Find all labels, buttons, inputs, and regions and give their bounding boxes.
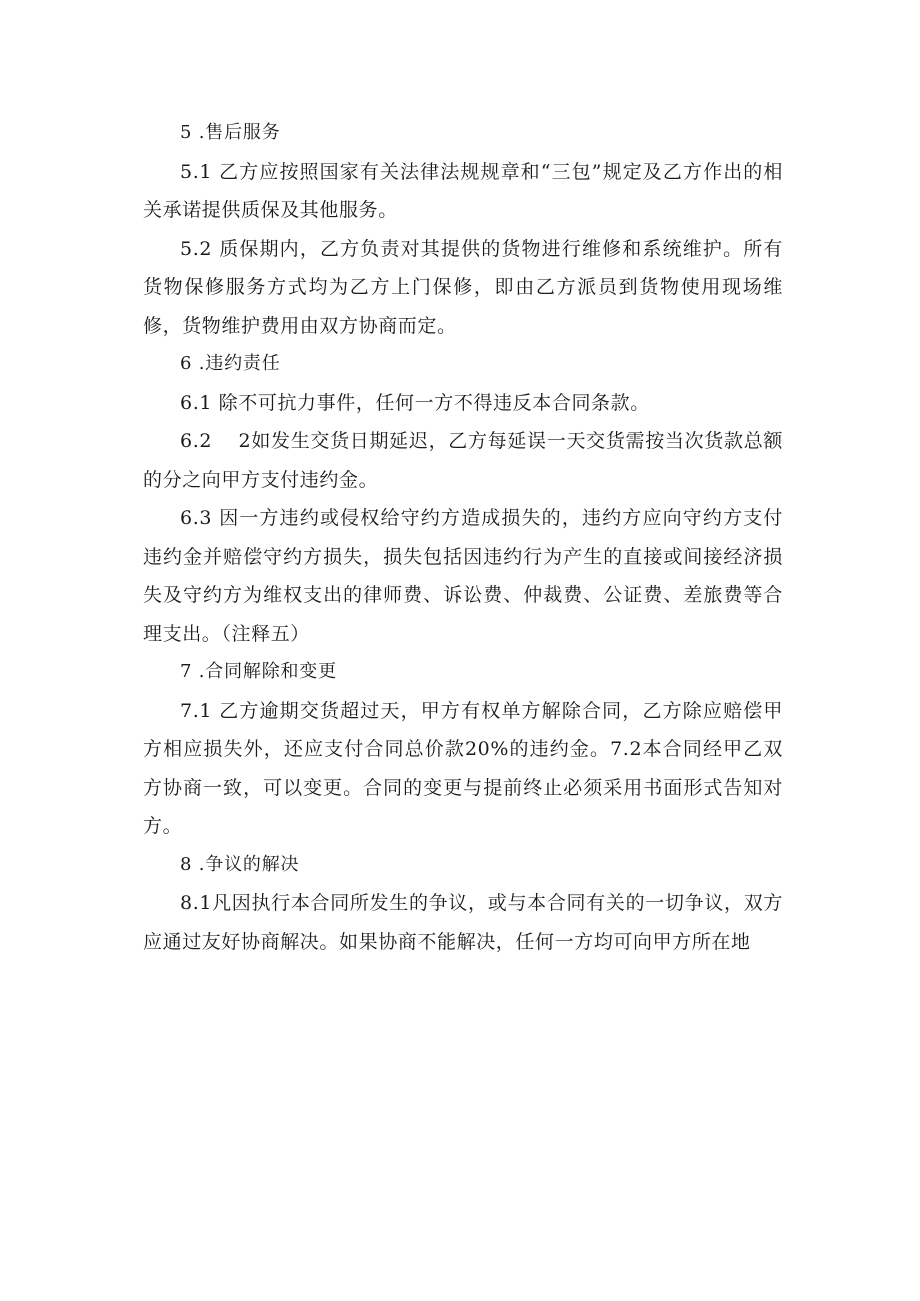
clause-6-2: 6.2 2如发生交货日期延迟，乙方每延误一天交货需按当次货款总额的分之向甲方支付违约金。 bbox=[143, 430, 783, 491]
clause-5-2: 5.2 质保期内，乙方负责对其提供的货物进行维修和系统维护。所有货物保修服务方式均为乙方上门保修，即由乙方派员到货物使用现场维修，货物维护费用由双方协商而定。 bbox=[143, 237, 783, 337]
document-body bbox=[143, 114, 783, 961]
clause-7-1-7-2: 7.1 乙方逾期交货超过天，甲方有权单方解除合同，乙方除应赔偿甲方相应损失外，还应支付合同总价款20%的违约金。7.2本合同经甲乙双方协商一致，可以变更。合同的变更与提前终止必须采用书面形式告知对方。 bbox=[143, 699, 783, 837]
section-6-heading: 6 .违约责任 bbox=[180, 353, 281, 374]
section-8-heading: 8 .争议的解决 bbox=[180, 853, 300, 875]
clause-6-1: 6.1 除不可抗力事件，任何一方不得违反本合同条款。 bbox=[180, 391, 650, 414]
clause-6-3: 6.3 因一方违约或侵权给守约方造成损失的，违约方应向守约方支付违约金并赔偿守约方损失，损失包括因违约行为产生的直接或间接经济损失及守约方为维权支出的律师费、诉讼费、仲裁费、公证费、差旅费等合理支出。（注释五） bbox=[143, 507, 783, 645]
clause-5-1: 5.1 乙方应按照国家有关法律法规规章和“三包”规定及乙方作出的相关承诺提供质保及其他服务。 bbox=[143, 160, 783, 221]
clause-8-1: 8.1凡因执行本合同所发生的争议，或与本合同有关的一切争议，双方应通过友好协商解决。如果协商不能解决，任何一方均可向甲方所在地 bbox=[143, 892, 783, 953]
section-7-heading: 7 .合同解除和变更 bbox=[180, 661, 337, 682]
section-5-heading: 5 .售后服务 bbox=[180, 122, 281, 143]
